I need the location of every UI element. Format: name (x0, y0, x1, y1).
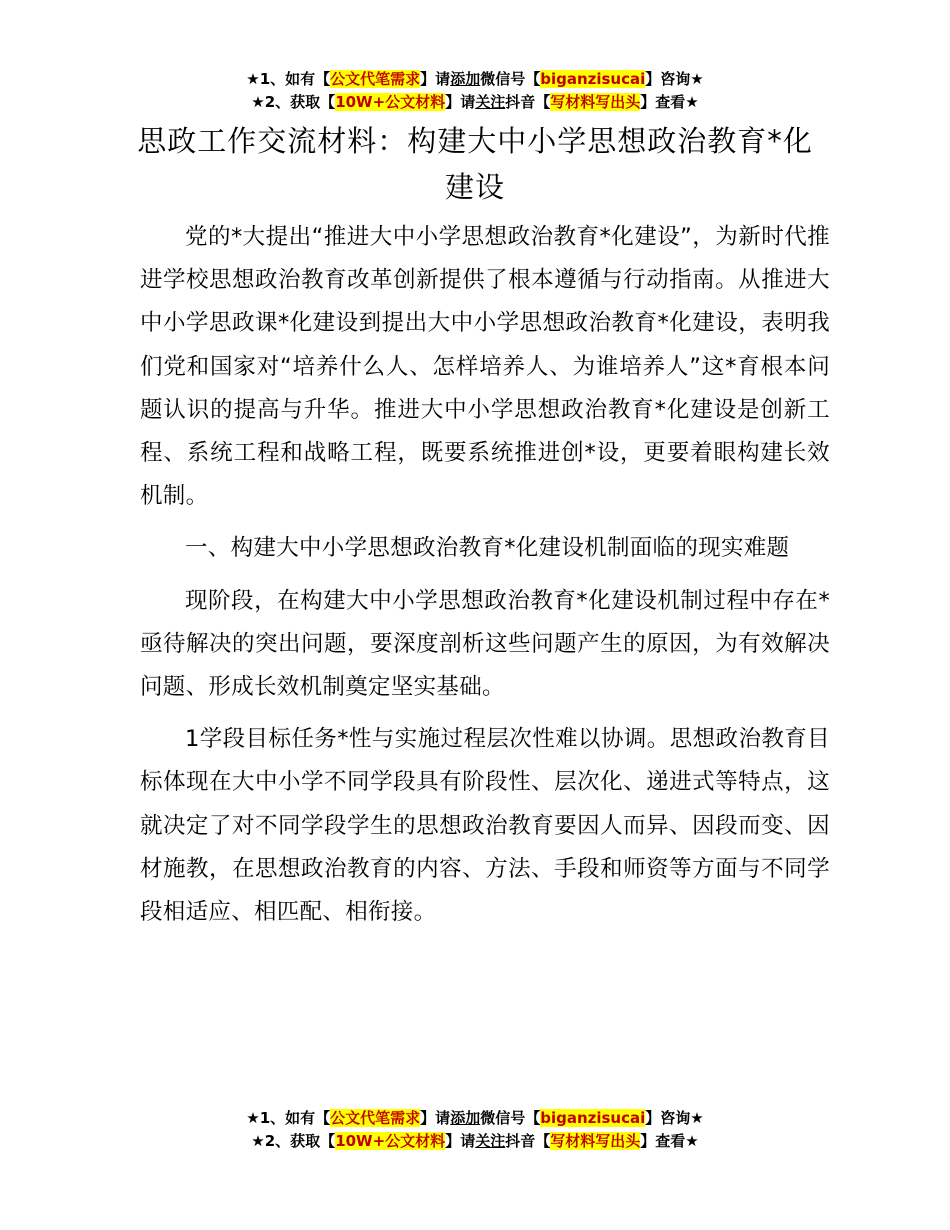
underlined-text: 添加 (450, 70, 481, 88)
underlined-text: 关注 (475, 93, 506, 111)
highlight-service: 公文代笔需求 (330, 70, 421, 88)
paragraph: 党的*大提出“推进大中小学思想政治教育*化建设”，为新时代推进学校思想政治教育改革创新提供了根本遵循与行动指南。从推进大中小学思政课*化建设到提出大中小学思想政治教育*化建设，表明我们党和国家对“培养什么人、怎样培养人、为谁培养人”这*育根本问题认识的提高与升华。推进大中小学思想政治教育*化建设是创新工程、系统工程和战略工程，既要系统推进创*设，更要着眼构建长效机制。 (140, 224, 830, 510)
promo-text: 】请 (445, 93, 476, 111)
promo-text: 】请 (420, 1109, 451, 1127)
document-title: 思政工作交流材料：构建大中小学思想政治教育*化建设 (137, 124, 813, 204)
footer-promo-banner (0, 1107, 950, 1153)
promo-line-2 (0, 91, 950, 114)
highlight-materials: 10W+公文材料 (335, 1132, 446, 1150)
highlight-wechat-id: biganzisucai (540, 70, 646, 88)
document-body (140, 216, 830, 943)
promo-text: 】请 (420, 70, 451, 88)
promo-text: ★2、获取【 (251, 93, 336, 111)
promo-text: 抖音【 (505, 1132, 551, 1150)
highlight-materials: 10W+公文材料 (335, 93, 446, 111)
promo-text: ★1、如有【 (246, 70, 331, 88)
underlined-text: 关注 (475, 1132, 506, 1150)
highlight-douyin-id: 写材料写出头 (550, 1132, 641, 1150)
underlined-text: 添加 (450, 1109, 481, 1127)
promo-text: ★1、如有【 (246, 1109, 331, 1127)
highlight-douyin-id: 写材料写出头 (550, 93, 641, 111)
header-promo-banner (0, 68, 950, 114)
promo-text: 】咨询★ (645, 1109, 704, 1127)
highlight-service: 公文代笔需求 (330, 1109, 421, 1127)
promo-line-1 (0, 68, 950, 91)
paragraph: 现阶段，在构建大中小学思想政治教育*化建设机制过程中存在*亟待解决的突出问题，要深度剖析这些问题产生的原因，为有效解决问题、形成长效机制奠定坚实基础。 (140, 587, 830, 701)
promo-line-1 (0, 1107, 950, 1130)
promo-text: 】查看★ (640, 1132, 699, 1150)
promo-text: 微信号【 (480, 70, 541, 88)
promo-text: 抖音【 (505, 93, 551, 111)
promo-text: 】查看★ (640, 93, 699, 111)
promo-text: 】咨询★ (645, 70, 704, 88)
promo-text: ★2、获取【 (251, 1132, 336, 1150)
paragraph: 1学段目标任务*性与实施过程层次性难以协调。思想政治教育目标体现在大中小学不同学段具有阶段性、层次化、递进式等特点，这就决定了对不同学段学生的思想政治教育要因人而异、因段而变、因材施教，在思想政治教育的内容、方法、手段和师资等方面与不同学段相适应、相匹配、相衔接。 (140, 726, 830, 926)
promo-text: 微信号【 (480, 1109, 541, 1127)
promo-line-2 (0, 1130, 950, 1153)
section-heading: 一、构建大中小学思想政治教育*化建设机制面临的现实难题 (185, 535, 790, 562)
highlight-wechat-id: biganzisucai (540, 1109, 646, 1127)
promo-text: 】请 (445, 1132, 476, 1150)
